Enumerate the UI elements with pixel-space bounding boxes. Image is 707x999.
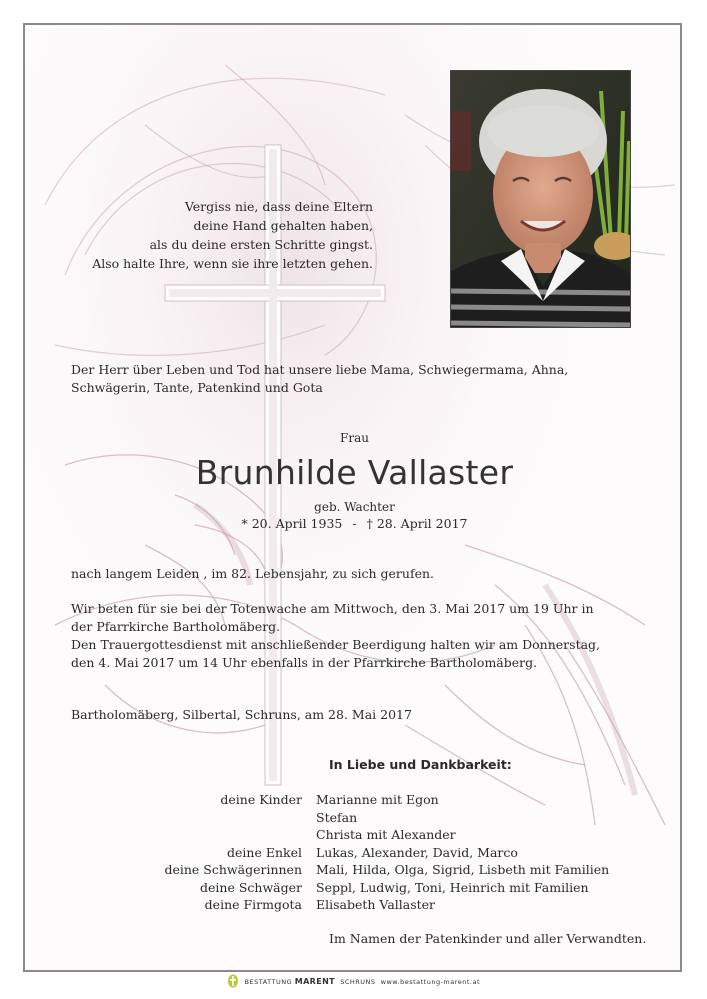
poem-line: Vergiss nie, dass deine Eltern	[184, 199, 373, 214]
mourner-relation	[25, 826, 316, 844]
honorific: Frau	[340, 431, 369, 445]
mourner-names: Christa mit Alexander	[316, 827, 456, 842]
mourner-relation: deine Schwägerinnen	[164, 862, 302, 877]
obituary-card	[23, 23, 682, 972]
poem-line: als du deine ersten Schritte gingst.	[149, 237, 373, 252]
cross-leaf-logo-icon	[227, 974, 239, 990]
date-separator: -	[352, 516, 357, 531]
mourner-names: Stefan	[316, 809, 358, 825]
closing-line: Im Namen der Patenkinder und aller Verwandten.	[329, 931, 647, 946]
deceased-name: Brunhilde Vallaster	[195, 453, 514, 492]
passing-text: nach langem Leiden , im 82. Lebensjahr, zu sich gerufen.	[71, 566, 435, 581]
mourner-relation: deine Kinder	[220, 792, 302, 807]
place-and-date: Bartholomäberg, Silbertal, Schruns, am 28. Mai 2017	[71, 707, 412, 722]
mourner-row	[25, 809, 682, 827]
service-line: Wir beten für sie bei der Totenwache am Mittwoch, den 3. Mai 2017 um 19 Uhr in	[71, 601, 594, 616]
mourner-names: Lukas, Alexander, David, Marco	[316, 844, 518, 860]
mourner-row	[25, 844, 682, 862]
birth-date: * 20. April 1935	[241, 516, 343, 531]
poem-line: deine Hand gehalten haben,	[193, 218, 373, 233]
mourners-list	[25, 791, 682, 914]
mourner-names: Marianne mit Egon	[316, 792, 439, 807]
service-line: den 4. Mai 2017 um 14 Uhr ebenfalls in der Pfarrkirche Bartholomäberg.	[71, 655, 538, 670]
poem-line: Also halte Ihre, wenn sie ihre letzten gehen.	[92, 256, 373, 271]
mourner-names: Elisabeth Vallaster	[316, 897, 436, 912]
funeral-home-footer	[0, 974, 707, 990]
service-line: der Pfarrkirche Bartholomäberg.	[71, 619, 281, 634]
death-date: † 28. April 2017	[366, 516, 468, 531]
thanks-heading: In Liebe und Dankbarkeit:	[329, 757, 512, 772]
mourner-row	[25, 879, 682, 897]
mourner-row	[25, 791, 682, 809]
footer-brand: MARENT	[294, 977, 336, 986]
birth-name: geb. Wachter	[314, 500, 395, 514]
mourner-relation	[25, 809, 316, 827]
poem	[85, 197, 373, 273]
mourner-names: Seppl, Ludwig, Toni, Heinrich mit Familien	[316, 879, 589, 895]
footer-url[interactable]: www.bestattung-marent.at	[380, 978, 481, 986]
service-details	[71, 600, 631, 672]
footer-town: SCHRUNS	[340, 978, 376, 986]
service-line: Den Trauergottesdienst mit anschließender Beerdigung halten wir am Donnerstag,	[71, 637, 601, 652]
mourner-relation: deine Schwäger	[200, 879, 302, 895]
footer-label: BESTATTUNG	[244, 978, 293, 986]
mourner-row	[25, 896, 682, 914]
portrait-photo	[450, 70, 631, 328]
life-dates	[25, 516, 682, 531]
mourner-row	[25, 861, 682, 879]
intro-text: Der Herr über Leben und Tod hat unsere liebe Mama, Schwiegermama, Ahna, Schwägerin, Tante, Patenkind und Gota	[71, 362, 569, 395]
mourner-names: Mali, Hilda, Olga, Sigrid, Lisbeth mit Familien	[316, 862, 610, 877]
mourner-relation: deine Enkel	[227, 844, 302, 860]
mourner-relation: deine Firmgota	[204, 897, 302, 912]
mourner-row	[25, 826, 682, 844]
